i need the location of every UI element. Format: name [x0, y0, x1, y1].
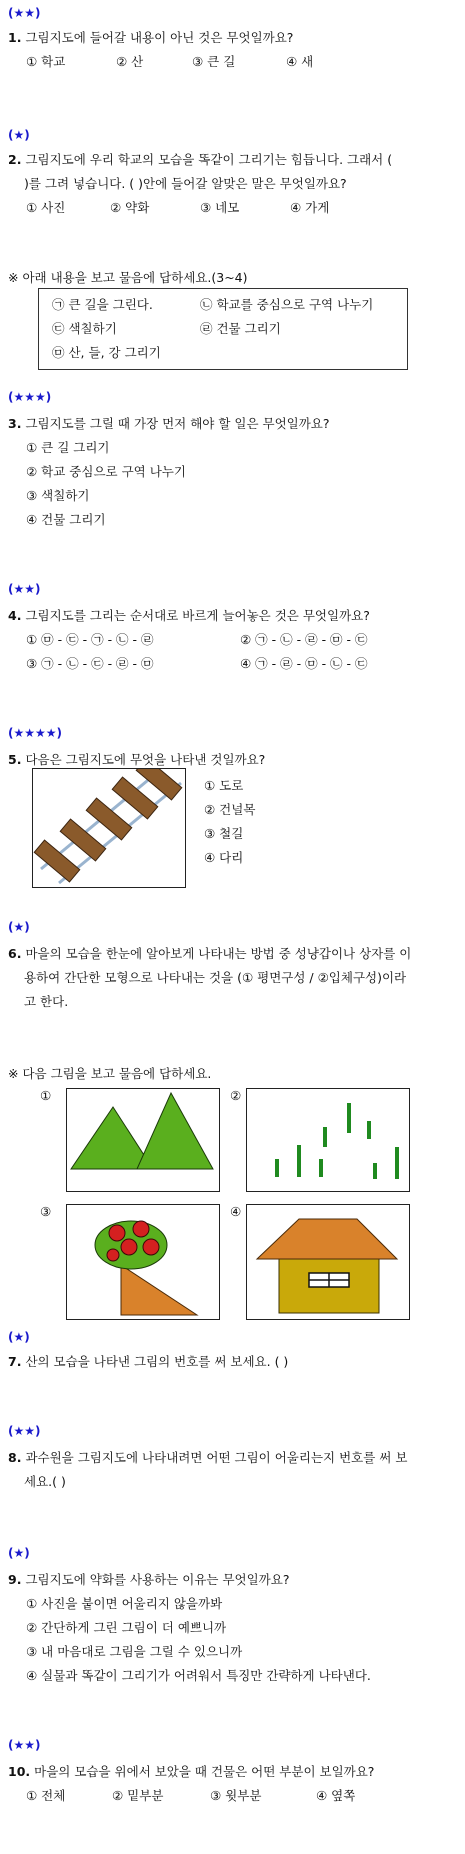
q10-option-4[interactable]: ④ 옆쪽: [316, 1788, 356, 1803]
q3-question: [8, 414, 330, 432]
q6-question-line1: [8, 944, 411, 962]
q3-option-3[interactable]: ③ 색칠하기: [26, 488, 90, 503]
q5-option-3[interactable]: ③ 철길: [204, 826, 244, 841]
q6-text-line3: 고 한다.: [24, 994, 69, 1009]
q1-option-2[interactable]: ② 산: [116, 54, 144, 69]
q2-option-3[interactable]: ③ 네모: [200, 200, 240, 215]
q4-option-1[interactable]: ① ㉤ - ㉢ - ㉠ - ㉡ - ㉣: [26, 632, 154, 647]
q10-number: 10.: [8, 1764, 31, 1779]
house-picture: [246, 1204, 410, 1320]
q10-option-2[interactable]: ② 밑부분: [112, 1788, 164, 1803]
q3-text: 그림지도를 그릴 때 가장 먼저 해야 할 일은 무엇일까요?: [25, 416, 330, 431]
q2-stars: (★): [8, 128, 30, 142]
q2-text-line1: 그림지도에 우리 학교의 모습을 똑같이 그리기는 힘듭니다. 그래서 (: [25, 152, 393, 167]
railway-icon: [33, 769, 185, 887]
q5-text: 다음은 그림지도에 무엇을 나타낸 것일까요?: [25, 752, 266, 767]
q9-option-1[interactable]: ① 사진을 붙이면 어울리지 않을까봐: [26, 1596, 223, 1611]
q10-text: 마을의 모습을 위에서 보았을 때 건물은 어떤 부분이 보일까요?: [34, 1764, 375, 1779]
mountain-picture: [66, 1088, 220, 1192]
q4-stars: (★★): [8, 582, 41, 596]
q9-text: 그림지도에 약화를 사용하는 이유는 무엇일까요?: [25, 1572, 290, 1587]
railway-picture: [32, 768, 186, 888]
q5-question: [8, 750, 265, 768]
grass-picture: [246, 1088, 410, 1192]
q4-option-4[interactable]: ④ ㉠ - ㉣ - ㉤ - ㉡ - ㉢: [240, 656, 368, 671]
q6-text-line2: 용하여 간단한 모형으로 나타내는 것을 (① 평면구성 / ②입체구성)이라: [24, 970, 407, 985]
q3-number: 3.: [8, 416, 22, 431]
q2-option-1[interactable]: ① 사진: [26, 200, 66, 215]
q6-text-line1: 마을의 모습을 한눈에 알아보게 나타내는 방법 중 성냥갑이나 상자를 이: [25, 946, 412, 961]
q4-question: [8, 606, 370, 624]
item-b: ㉡ 학교를 중심으로 구역 나누기: [200, 297, 374, 312]
q7-number: 7.: [8, 1354, 22, 1369]
q5-option-1[interactable]: ① 도로: [204, 778, 244, 793]
q7-text[interactable]: 산의 모습을 나타낸 그림의 번호를 써 보세요. ( ): [25, 1354, 289, 1369]
q9-option-3[interactable]: ③ 내 마음대로 그림을 그릴 수 있으니까: [26, 1644, 243, 1659]
q2-text-line2: )를 그려 넣습니다. ( )안에 들어갈 알맞은 말은 무엇일까요?: [24, 176, 347, 191]
q5-number: 5.: [8, 752, 22, 767]
item-d: ㉣ 건물 그리기: [200, 321, 281, 336]
q6-stars: (★): [8, 920, 30, 934]
q2-question-line1: [8, 150, 392, 168]
q5-option-4[interactable]: ④ 다리: [204, 850, 244, 865]
q4-option-2[interactable]: ② ㉠ - ㉡ - ㉣ - ㉤ - ㉢: [240, 632, 368, 647]
q3-option-1[interactable]: ① 큰 길 그리기: [26, 440, 110, 455]
q10-option-3[interactable]: ③ 윗부분: [210, 1788, 262, 1803]
q2-number: 2.: [8, 152, 22, 167]
grass-icon: [247, 1089, 409, 1191]
q8-question-line1: [8, 1448, 407, 1466]
q7-question: [8, 1352, 288, 1370]
q1-number: 1.: [8, 30, 22, 45]
q7-stars: (★): [8, 1330, 30, 1344]
q3-option-2[interactable]: ② 학교 중심으로 구역 나누기: [26, 464, 186, 479]
q10-question: [8, 1762, 374, 1780]
q4-text: 그림지도를 그리는 순서대로 바르게 늘어놓은 것은 무엇일까요?: [25, 608, 370, 623]
q9-option-4[interactable]: ④ 실물과 똑같이 그리기가 어려워서 특징만 간략하게 나타낸다.: [26, 1668, 371, 1683]
item-e: ㉤ 산, 들, 강 그리기: [52, 345, 161, 360]
q1-option-4[interactable]: ④ 새: [286, 54, 314, 69]
orchard-icon: [67, 1205, 219, 1319]
picture-label-4: ④: [230, 1204, 242, 1219]
orchard-picture: [66, 1204, 220, 1320]
q9-option-2[interactable]: ② 간단하게 그린 그림이 더 예쁘니까: [26, 1620, 227, 1635]
q10-option-1[interactable]: ① 전체: [26, 1788, 66, 1803]
q6-number: 6.: [8, 946, 22, 961]
q2-option-4[interactable]: ④ 가게: [290, 200, 330, 215]
q8-text-line2[interactable]: 세요.( ): [24, 1474, 66, 1489]
picture-label-2: ②: [230, 1088, 242, 1103]
q4-number: 4.: [8, 608, 22, 623]
q2-option-2[interactable]: ② 약화: [110, 200, 150, 215]
q1-option-1[interactable]: ① 학교: [26, 54, 66, 69]
section1-title: ※ 아래 내용을 보고 물음에 답하세요.(3~4): [8, 270, 248, 285]
q8-text-line1: 과수원을 그림지도에 나타내려면 어떤 그림이 어울리는지 번호를 써 보: [25, 1450, 408, 1465]
q9-question: [8, 1570, 289, 1588]
q3-stars: (★★★): [8, 390, 52, 404]
q9-stars: (★): [8, 1546, 30, 1560]
section2-title: ※ 다음 그림을 보고 물음에 답하세요.: [8, 1066, 212, 1081]
mountain-icon: [67, 1089, 219, 1191]
q1-text: 그림지도에 들어갈 내용이 아닌 것은 무엇일까요?: [25, 30, 294, 45]
q9-number: 9.: [8, 1572, 22, 1587]
q4-option-3[interactable]: ③ ㉠ - ㉡ - ㉢ - ㉣ - ㉤: [26, 656, 154, 671]
q1-stars: (★★): [8, 6, 41, 20]
q8-stars: (★★): [8, 1424, 41, 1438]
q5-option-2[interactable]: ② 건널목: [204, 802, 256, 817]
picture-label-3: ③: [40, 1204, 52, 1219]
item-a: ㉠ 큰 길을 그린다.: [52, 297, 153, 312]
q5-stars: (★★★★): [8, 726, 62, 740]
q8-number: 8.: [8, 1450, 22, 1465]
picture-label-1: ①: [40, 1088, 52, 1103]
house-icon: [247, 1205, 409, 1319]
q1-option-3[interactable]: ③ 큰 길: [192, 54, 236, 69]
q3-option-4[interactable]: ④ 건물 그리기: [26, 512, 106, 527]
item-c: ㉢ 색칠하기: [52, 321, 117, 336]
q10-stars: (★★): [8, 1738, 41, 1752]
q1-question: [8, 28, 293, 46]
